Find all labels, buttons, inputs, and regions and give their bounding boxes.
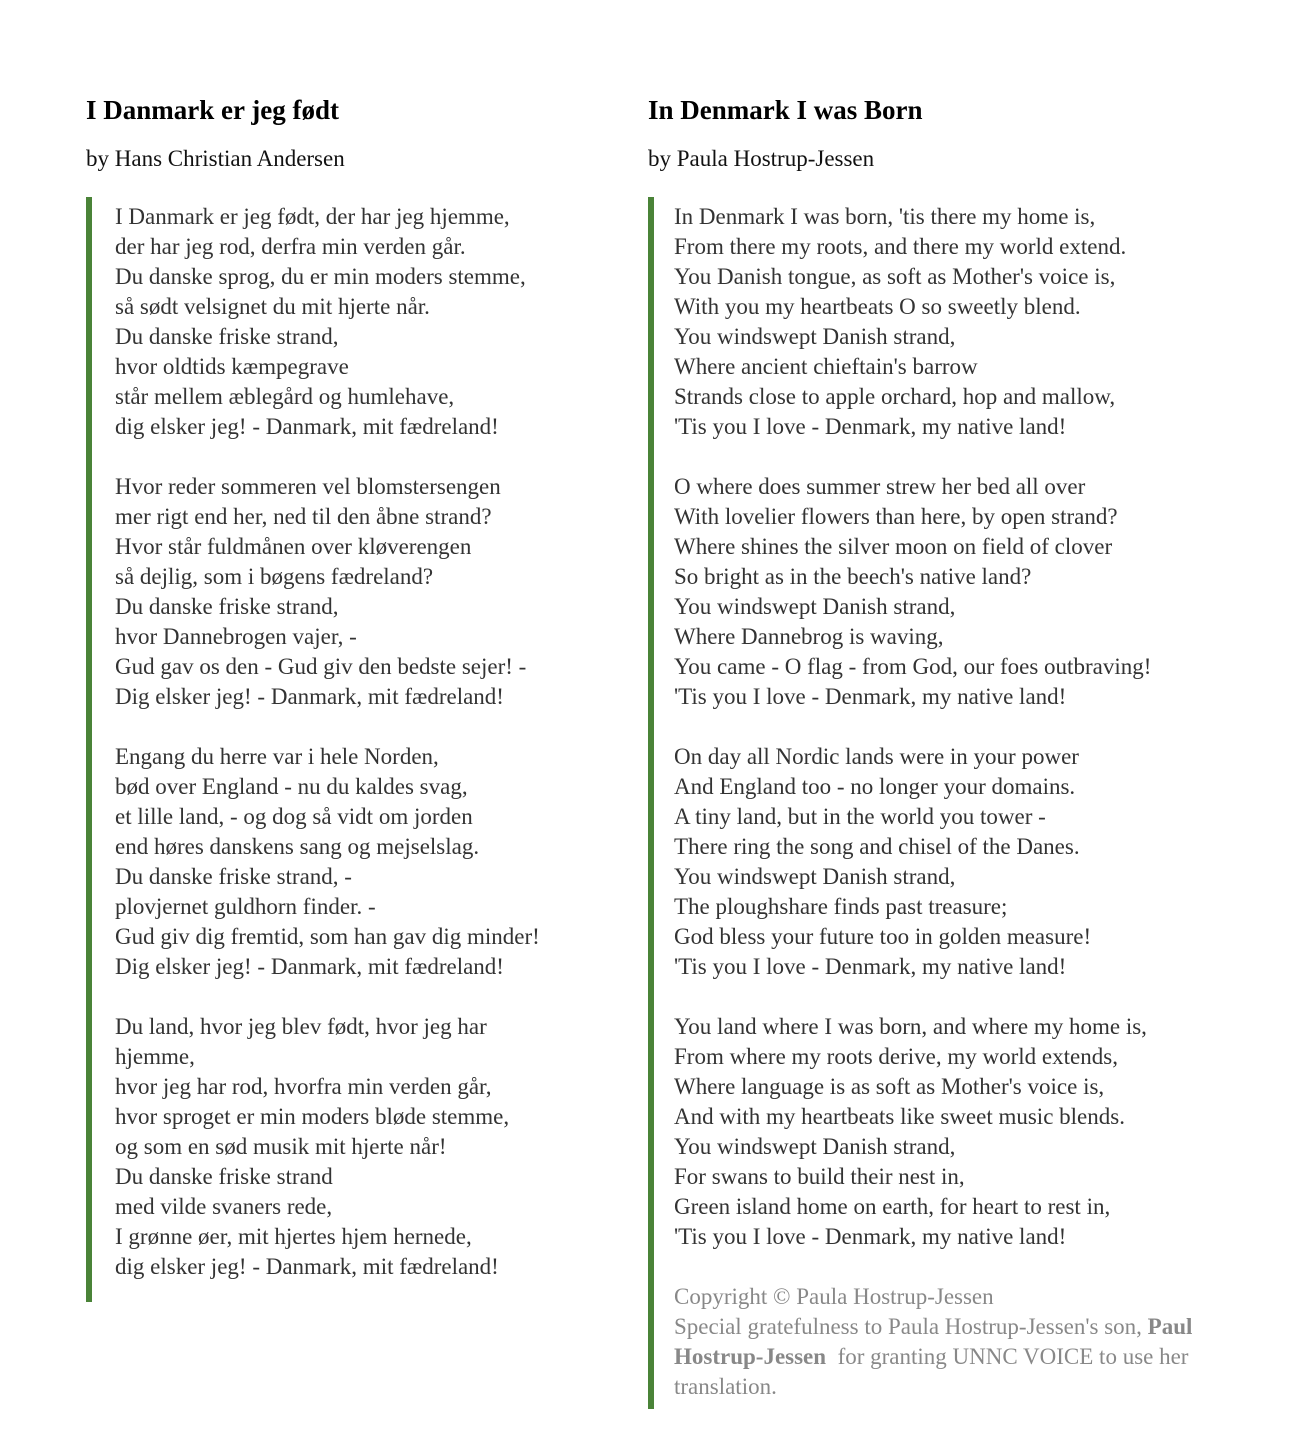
translation-poem-blockquote: [648, 197, 1248, 1409]
verse-line: 'Tis you I love - Denmark, my native land!: [674, 684, 1067, 709]
verse-line: mer rigt end her, ned til den åbne strand?: [115, 504, 492, 529]
stanza: [674, 202, 1248, 442]
stanza: [674, 472, 1248, 712]
verse-line: Hvor står fuldmånen over kløverengen: [115, 534, 472, 559]
copyright-notice: [674, 1282, 1248, 1402]
verse-line: hvor Dannebrogen vajer, -: [115, 624, 357, 649]
verse-line: I Danmark er jeg født, der har jeg hjemme,: [115, 204, 510, 229]
original-poem-blockquote: [86, 197, 566, 1302]
gratitude-suffix: for granting UNNC VOICE to use her translation.: [674, 1344, 1195, 1399]
gratitude-text: [674, 1314, 1194, 1399]
verse-line: For swans to build their nest in,: [674, 1164, 965, 1189]
stanza: [115, 202, 566, 442]
verse-line: Du danske friske strand,: [115, 324, 339, 349]
verse-line: You came - O flag - from God, our foes outbraving!: [674, 654, 1152, 679]
verse-line: Where language is as soft as Mother's voice is,: [674, 1074, 1105, 1099]
verse-line: Du land, hvor jeg blev født, hvor jeg har hjemme,: [115, 1014, 487, 1069]
verse-line: There ring the song and chisel of the Danes.: [674, 834, 1080, 859]
verse-line: Dig elsker jeg! - Danmark, mit fædreland!: [115, 954, 504, 979]
verse-line: så dejlig, som i bøgens fædreland?: [115, 564, 434, 589]
verse-line: Hvor reder sommeren vel blomstersengen: [115, 474, 501, 499]
verse-line: The ploughshare finds past treasure;: [674, 894, 1008, 919]
verse-line: hvor jeg har rod, hvorfra min verden går,: [115, 1074, 492, 1099]
verse-line: You windswept Danish strand,: [674, 864, 956, 889]
verse-line: In Denmark I was born, 'tis there my home is,: [674, 204, 1096, 229]
verse-line: hvor sproget er min moders bløde stemme,: [115, 1104, 510, 1129]
verse-line: With you my heartbeats O so sweetly blend.: [674, 294, 1081, 319]
verse-line: Du danske friske strand, -: [115, 864, 352, 889]
verse-line: Where shines the silver moon on field of clover: [674, 534, 1113, 559]
verse-line: I grønne øer, mit hjertes hjem hernede,: [115, 1224, 472, 1249]
verse-line: så sødt velsignet du mit hjerte når.: [115, 294, 430, 319]
verse-line: Where ancient chieftain's barrow: [674, 354, 978, 379]
verse-line: med vilde svaners rede,: [115, 1194, 333, 1219]
verse-line: der har jeg rod, derfra min verden går.: [115, 234, 466, 259]
verse-line: 'Tis you I love - Denmark, my native land!: [674, 414, 1067, 439]
verse-line: O where does summer strew her bed all over: [674, 474, 1086, 499]
verse-line: står mellem æblegård og humlehave,: [115, 384, 455, 409]
stanza: [115, 472, 566, 712]
verse-line: 'Tis you I love - Denmark, my native land!: [674, 954, 1067, 979]
verse-line: Du danske friske strand,: [115, 594, 339, 619]
gratitude-prefix: Special gratefulness to Paula Hostrup-Jessen's son,: [674, 1314, 1148, 1339]
verse-line: 'Tis you I love - Denmark, my native land!: [674, 1224, 1067, 1249]
original-poem-author: by Hans Christian Andersen: [86, 146, 345, 171]
verse-line: end høres danskens sang og mejselslag.: [115, 834, 480, 859]
verse-line: hvor oldtids kæmpegrave: [115, 354, 349, 379]
verse-line: dig elsker jeg! - Danmark, mit fædreland!: [115, 1254, 499, 1279]
verse-line: From there my roots, and there my world extend.: [674, 234, 1127, 259]
verse-line: Where Dannebrog is waving,: [674, 624, 944, 649]
stanza: [115, 742, 566, 982]
translation-poem-title: In Denmark I was Born: [648, 95, 923, 125]
verse-line: Gud gav os den - Gud giv den bedste sejer! -: [115, 654, 527, 679]
verse-line: Green island home on earth, for heart to rest in,: [674, 1194, 1111, 1219]
verse-line: dig elsker jeg! - Danmark, mit fædreland!: [115, 414, 499, 439]
verse-line: And with my heartbeats like sweet music blends.: [674, 1104, 1125, 1129]
verse-line: plovjernet guldhorn finder. -: [115, 894, 376, 919]
verse-line: And England too - no longer your domains.: [674, 774, 1076, 799]
verse-line: Strands close to apple orchard, hop and mallow,: [674, 384, 1116, 409]
verse-line: You Danish tongue, as soft as Mother's voice is,: [674, 264, 1116, 289]
stanza: [115, 1012, 566, 1282]
verse-line: With lovelier flowers than here, by open strand?: [674, 504, 1118, 529]
verse-line: You windswept Danish strand,: [674, 1134, 956, 1159]
verse-line: Dig elsker jeg! - Danmark, mit fædreland!: [115, 684, 504, 709]
verse-line: On day all Nordic lands were in your power: [674, 744, 1079, 769]
verse-line: You windswept Danish strand,: [674, 594, 956, 619]
stanza: [674, 1012, 1248, 1252]
verse-line: et lille land, - og dog så vidt om jorden: [115, 804, 473, 829]
verse-line: You windswept Danish strand,: [674, 324, 956, 349]
verse-line: A tiny land, but in the world you tower -: [674, 804, 1046, 829]
verse-line: From where my roots derive, my world extends,: [674, 1044, 1118, 1069]
verse-line: og som en sød musik mit hjerte når!: [115, 1134, 447, 1159]
original-poem-title: I Danmark er jeg født: [86, 95, 339, 125]
verse-line: You land where I was born, and where my home is,: [674, 1014, 1147, 1039]
copyright-line: Copyright © Paula Hostrup-Jessen: [674, 1284, 994, 1309]
verse-line: So bright as in the beech's native land?: [674, 564, 1032, 589]
translator-son-name: Paul Hostrup-Jessen: [674, 1314, 1193, 1369]
verse-line: Gud giv dig fremtid, som han gav dig minder!: [115, 924, 540, 949]
verse-line: Engang du herre var i hele Norden,: [115, 744, 439, 769]
verse-line: Du danske friske strand: [115, 1164, 333, 1189]
verse-line: bød over England - nu du kaldes svag,: [115, 774, 468, 799]
verse-line: God bless your future too in golden measure!: [674, 924, 1092, 949]
translation-poem-author: by Paula Hostrup-Jessen: [648, 146, 875, 171]
verse-line: Du danske sprog, du er min moders stemme,: [115, 264, 526, 289]
stanza: [674, 742, 1248, 982]
